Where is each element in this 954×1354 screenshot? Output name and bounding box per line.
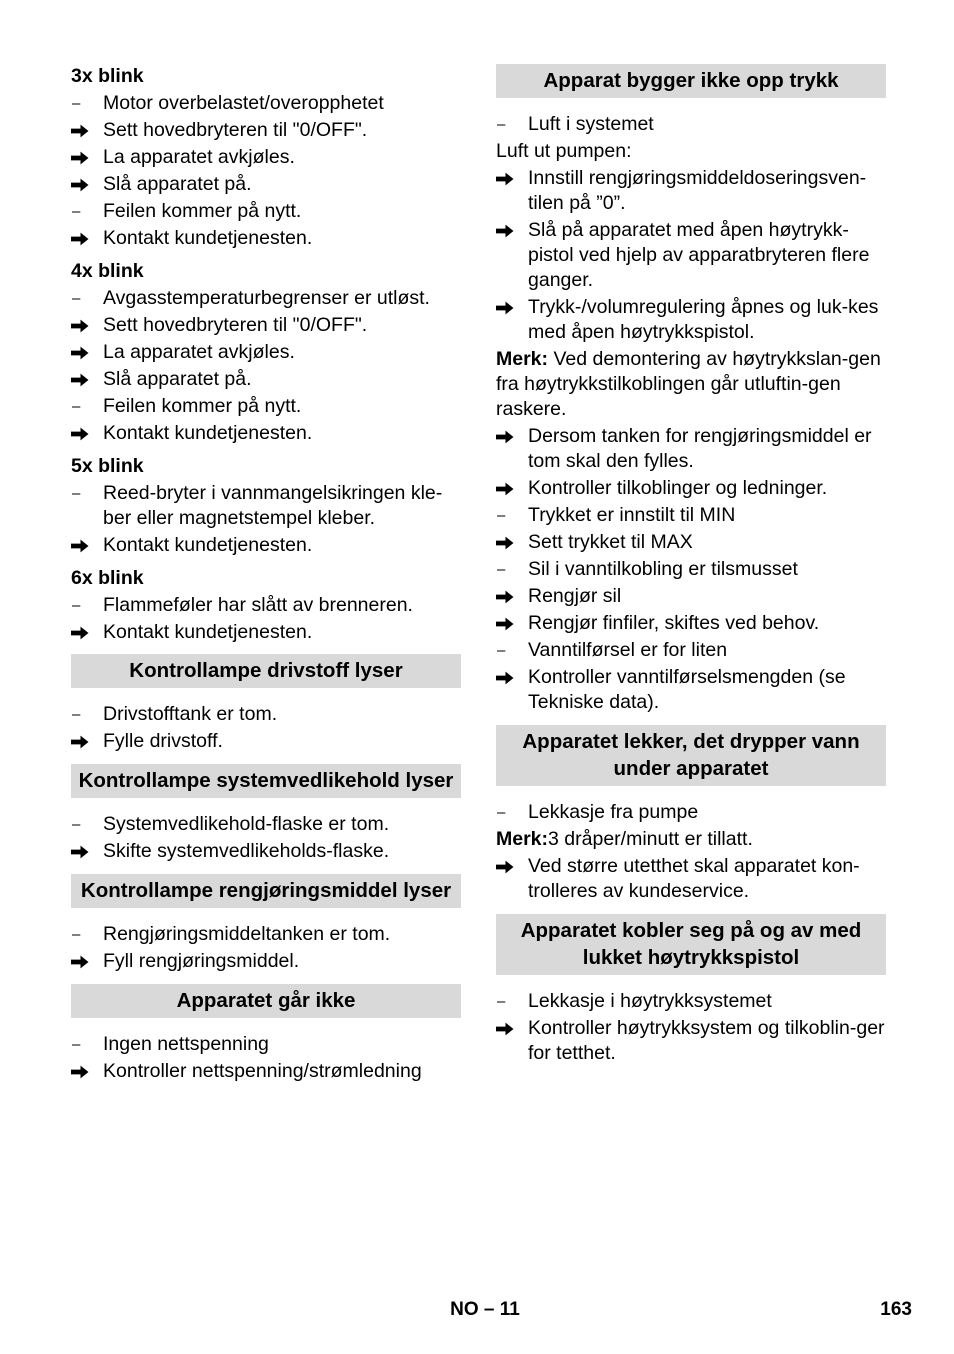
list-6x-blink [71,593,461,645]
list-item [71,367,461,392]
list-item-text: Kontroller tilkoblinger og ledninger. [528,477,828,499]
list-item-text: Dersom tanken for rengjøringsmiddel er tom skal den fylles. [528,425,872,472]
arrow-right-icon [496,584,522,604]
list-item-text: Feilen kommer på nytt. [103,395,302,417]
dash-bullet-icon: – [72,485,81,502]
note-leak [496,827,886,852]
arrow-right-icon [71,949,97,969]
list-item-text: Ingen nettspenning [103,1033,269,1055]
list-leak [496,800,886,825]
list-item-text: Systemvedlikehold-flaske er tom. [103,813,390,835]
arrow-right-icon [496,424,522,444]
section-heading-detergent: Kontrollampe rengjøringsmiddel lyser [71,874,461,908]
list-5x-blink [71,481,461,558]
arrow-right-icon [496,854,522,874]
note-text: Ved demontering av høytrykkslan-gen fra høytrykkstilkoblingen går utluftin-gen raskere. [496,348,881,420]
list-item-text: Rengjør sil [528,585,622,607]
list-item [496,1016,886,1066]
dash-bullet-icon: – [497,561,506,578]
list-item-text: Sett trykket til MAX [528,531,693,553]
list-item [496,989,886,1014]
dash-bullet-icon: – [72,290,81,307]
list-item [71,286,461,311]
list-no-pressure-rest [496,424,886,715]
list-bleed-steps [496,166,886,345]
dash-bullet-icon: – [72,95,81,112]
list-item [496,665,886,715]
list-item-text: Slå apparatet på. [103,173,252,195]
dash-bullet-icon: – [72,706,81,723]
left-column [71,64,461,1084]
list-item-text: Flammeføler har slått av brenneren. [103,594,413,616]
list-item-text: Lekkasje i høytrykksystemet [528,990,772,1012]
list-item [71,729,461,754]
dash-bullet-icon: – [72,816,81,833]
list-item [71,702,461,727]
list-item [496,476,886,501]
list-item-text: La apparatet avkjøles. [103,146,295,168]
arrow-right-icon [71,839,97,859]
list-item-text: Fylle drivstoff. [103,730,223,752]
list-item [496,584,886,609]
list-item [71,172,461,197]
list-item [496,424,886,474]
arrow-right-icon [496,166,522,186]
list-item [71,839,461,864]
list-fuel [71,702,461,754]
arrow-right-icon [71,313,97,333]
list-item [71,620,461,645]
list-item-text: Rengjøringsmiddeltanken er tom. [103,923,391,945]
list-item [71,533,461,558]
section-heading-no-pressure: Apparat bygger ikke opp trykk [496,64,886,98]
list-item [496,295,886,345]
right-column [496,64,886,1066]
list-3x-blink [71,91,461,251]
arrow-right-icon [71,340,97,360]
arrow-right-icon [496,476,522,496]
list-system-maintenance [71,812,461,864]
dash-bullet-icon: – [497,507,506,524]
section-heading-fuel: Kontrollampe drivstoff lyser [71,654,461,688]
dash-bullet-icon: – [72,926,81,943]
list-no-pressure-air [496,112,886,137]
dash-bullet-icon: – [72,1036,81,1053]
list-item [71,313,461,338]
dash-bullet-icon: – [497,993,506,1010]
list-item-text: Kontroller vanntilførselsmengden (se Tekniske data). [528,666,846,713]
dash-bullet-icon: – [497,116,506,133]
subheading-5x-blink: 5x blink [71,455,144,477]
arrow-right-icon [71,367,97,387]
list-item-text: Motor overbelastet/overopphetet [103,92,384,114]
section-heading-system-maintenance: Kontrollampe systemvedlikehold lyser [71,764,461,798]
list-item [71,394,461,419]
list-item-text: Luft i systemet [528,113,654,135]
arrow-right-icon [71,226,97,246]
section-heading-not-running: Apparatet går ikke [71,984,461,1018]
list-item [71,226,461,251]
list-item [71,145,461,170]
dash-bullet-icon: – [72,398,81,415]
arrow-right-icon [71,172,97,192]
arrow-right-icon [496,295,522,315]
list-item [71,812,461,837]
list-item [496,112,886,137]
list-item [71,199,461,224]
list-item [71,949,461,974]
section-heading-on-off: Apparatet kobler seg på og av med lukket høytrykkspistol [496,914,886,975]
subheading-6x-blink: 6x blink [71,567,144,589]
list-item [496,638,886,663]
list-item-text: Kontakt kundetjenesten. [103,534,313,556]
arrow-right-icon [496,665,522,685]
section-heading-leak: Apparatet lekker, det drypper vann under apparatet [496,725,886,786]
list-item-text: Trykket er innstilt til MIN [528,504,736,526]
subheading-4x-blink: 4x blink [71,260,144,282]
dash-bullet-icon: – [72,203,81,220]
list-item [71,922,461,947]
list-item [496,800,886,825]
list-item-text: Fyll rengjøringsmiddel. [103,950,300,972]
list-item [496,854,886,904]
list-item [71,91,461,116]
arrow-right-icon [496,530,522,550]
note-label: Merk: [496,348,549,370]
list-item [496,503,886,528]
list-item-text: Feilen kommer på nytt. [103,200,302,222]
list-item-text: Ved større utetthet skal apparatet kon-trolleres av kundeservice. [528,855,860,902]
arrow-right-icon [496,611,522,631]
list-item-text: Kontakt kundetjenesten. [103,621,313,643]
dash-bullet-icon: – [497,642,506,659]
list-item [496,557,886,582]
note-label: Merk: [496,828,549,850]
list-item-text: Sett hovedbryteren til "0/OFF". [103,119,368,141]
dash-bullet-icon: – [497,804,506,821]
list-item-text: Vanntilførsel er for liten [528,639,728,661]
page-number: 163 [880,1299,912,1320]
list-item [71,1059,461,1084]
list-item [496,166,886,216]
subheading-3x-blink: 3x blink [71,65,144,87]
list-item-text: La apparatet avkjøles. [103,341,295,363]
arrow-right-icon [71,118,97,138]
list-item-text: Kontakt kundetjenesten. [103,422,313,444]
dash-bullet-icon: – [72,597,81,614]
note-no-pressure [496,347,886,422]
list-4x-blink [71,286,461,446]
list-item [496,218,886,293]
list-item-text: Sett hovedbryteren til "0/OFF". [103,314,368,336]
list-item [71,118,461,143]
list-item-text: Trykk-/volumregulering åpnes og luk-kes med åpen høytrykkspistol. [528,296,879,343]
list-item-text: Kontakt kundetjenesten. [103,227,313,249]
list-item [496,530,886,555]
list-item [71,1032,461,1057]
list-item-text: Drivstofftank er tom. [103,703,278,725]
list-not-running [71,1032,461,1084]
list-item-text: Kontroller nettspenning/strømledning [103,1060,422,1082]
list-item-text: Innstill rengjøringsmiddeldoseringsven-tilen på ”0”. [528,167,867,214]
arrow-right-icon [71,421,97,441]
arrow-right-icon [496,218,522,238]
arrow-right-icon [71,620,97,640]
list-item-text: Slå på apparatet med åpen høytrykk-pistol ved hjelp av apparatbryteren flere ganger. [528,219,870,291]
list-item [71,340,461,365]
arrow-right-icon [496,1016,522,1036]
list-item-text: Reed-bryter i vannmangelsikringen kle-ber eller magnetstempel kleber. [103,482,443,529]
list-item-text: Slå apparatet på. [103,368,252,390]
footer-section-label: NO – 11 [450,1299,520,1320]
list-on-off [496,989,886,1066]
list-item [71,481,461,531]
list-item [71,593,461,618]
list-item [496,611,886,636]
list-leak-after [496,854,886,904]
bleed-intro: Luft ut pumpen: [496,140,632,162]
list-item-text: Sil i vanntilkobling er tilsmusset [528,558,798,580]
list-item [71,421,461,446]
list-item-text: Rengjør finfiler, skiftes ved behov. [528,612,820,634]
arrow-right-icon [71,729,97,749]
list-detergent [71,922,461,974]
note-text: 3 dråper/minutt er tillatt. [548,828,753,850]
arrow-right-icon [71,145,97,165]
list-item-text: Skifte systemvedlikeholds-flaske. [103,840,390,862]
list-item-text: Avgasstemperaturbegrenser er utløst. [103,287,430,309]
arrow-right-icon [71,533,97,553]
arrow-right-icon [71,1059,97,1079]
list-item-text: Lekkasje fra pumpe [528,801,699,823]
list-item-text: Kontroller høytrykksystem og tilkoblin-ger for tetthet. [528,1017,885,1064]
